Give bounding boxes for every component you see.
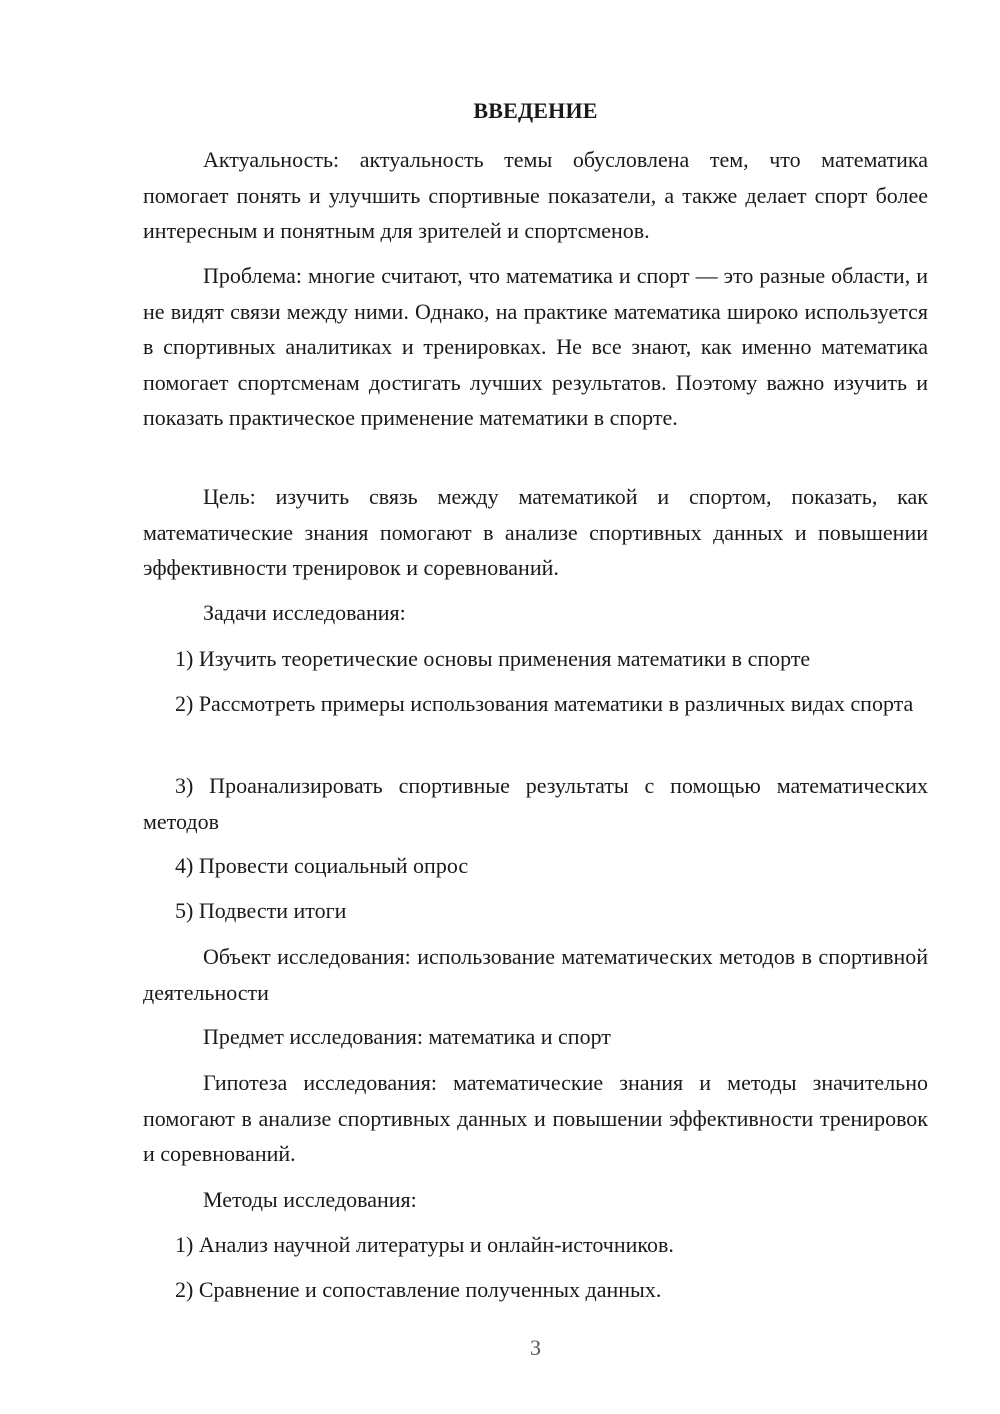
- paragraph-goal: Цель: изучить связь между математикой и спортом, показать, как математические знания помогают в анализе спортивных данных и повышении эффективности тренировок и соревнований.: [143, 484, 928, 580]
- task-item-4: 4) Провести социальный опрос: [175, 853, 469, 878]
- paragraph-problem: Проблема: многие считают, что математика и спорт — это разные области, и не видят связи между ними. Однако, на практике математика широко используется в спортивных аналитиках и тренировках. Не все знают, как именно математика помогает спортсменам достигать лучших результатов. Поэтому важно изучить и показать практическое применение математики в спорте.: [143, 263, 928, 430]
- paragraph-hypothesis: Гипотеза исследования: математические знания и методы значительно помогают в анализе спортивных данных и повышении эффективности тренировок и соревнований.: [143, 1070, 928, 1166]
- paragraph-subject: Предмет исследования: математика и спорт: [203, 1024, 611, 1049]
- methods-heading: Методы исследования:: [203, 1187, 417, 1212]
- page-number: 3: [530, 1335, 541, 1360]
- paragraph-relevance: Актуальность: актуальность темы обусловлена тем, что математика помогает понять и улучшить спортивные показатели, а также делает спорт более интересным и понятным для зрителей и спортсменов.: [143, 147, 928, 243]
- task-item-3: 3) Проанализировать спортивные результаты с помощью математических методов: [143, 773, 928, 834]
- method-item-2: 2) Сравнение и сопоставление полученных данных.: [175, 1277, 662, 1302]
- task-item-1: 1) Изучить теоретические основы применения математики в спорте: [175, 646, 811, 671]
- task-item-2: 2) Рассмотреть примеры использования математики в различных видах спорта: [175, 691, 914, 716]
- tasks-heading: Задачи исследования:: [203, 600, 406, 625]
- paragraph-object: Объект исследования: использование математических методов в спортивной деятельности: [143, 944, 928, 1005]
- page-title: ВВЕДЕНИЕ: [473, 98, 598, 123]
- task-item-5: 5) Подвести итоги: [175, 898, 347, 923]
- method-item-1: 1) Анализ научной литературы и онлайн-источников.: [175, 1232, 674, 1257]
